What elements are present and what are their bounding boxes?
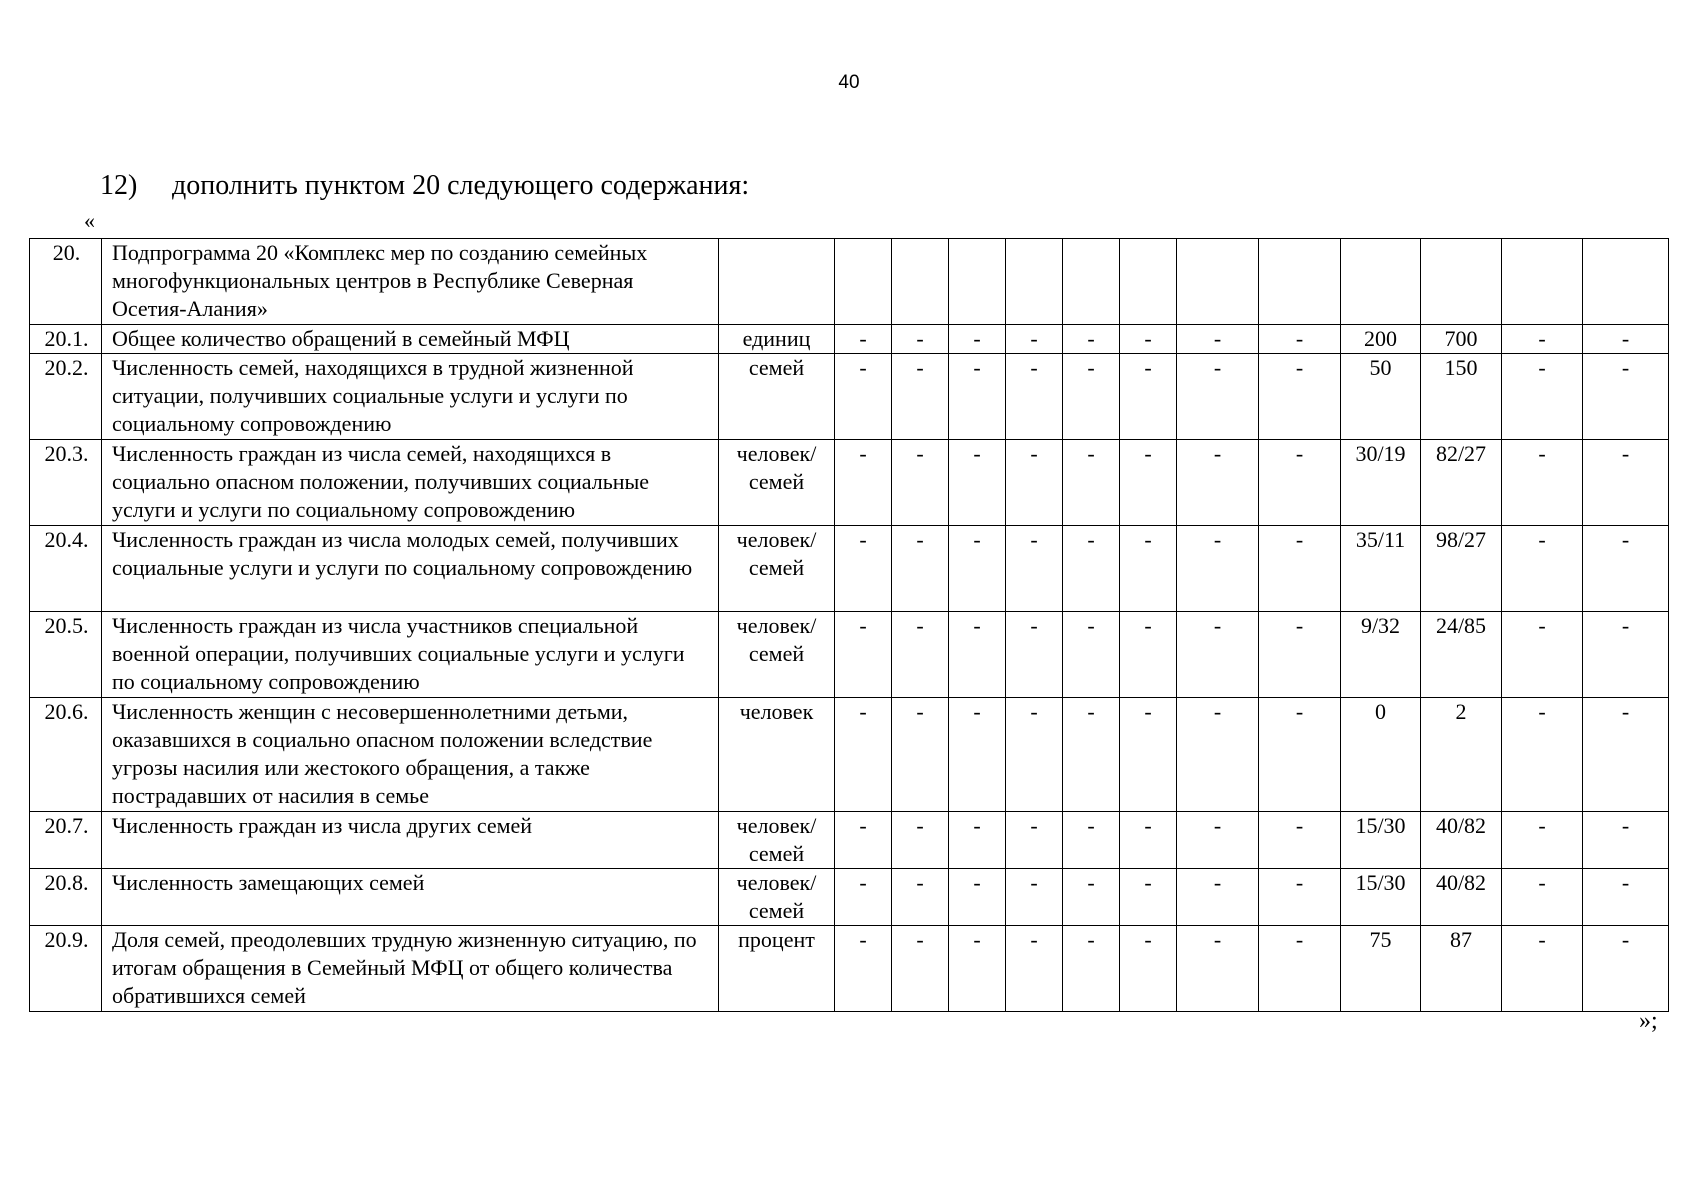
unit-cell: человек — [719, 698, 835, 812]
indicators-table — [29, 238, 1669, 1012]
amendment-text: дополнить пунктом 20 следующего содержания: — [172, 170, 750, 201]
value-cell: - — [1583, 869, 1669, 926]
value-cell: - — [949, 325, 1006, 354]
empty-cell — [1177, 239, 1259, 325]
unit-cell: человек/ семей — [719, 440, 835, 526]
value-cell: - — [949, 869, 1006, 926]
value-cell: - — [1063, 812, 1120, 869]
value-cell: - — [1583, 698, 1669, 812]
amendment-intro — [100, 170, 749, 202]
indicator-name: Численность семей, находящихся в трудной жизненной ситуации, получивших социальные услуги и услуги по социальному сопровождению — [102, 354, 719, 440]
value-cell: - — [1120, 440, 1177, 526]
value-cell: - — [835, 526, 892, 612]
empty-cell — [719, 239, 835, 325]
value-cell: - — [892, 926, 949, 1012]
value-cell: 9/32 — [1341, 612, 1421, 698]
value-cell: - — [1120, 325, 1177, 354]
value-cell: - — [1259, 325, 1341, 354]
value-cell: - — [835, 354, 892, 440]
value-cell: - — [892, 526, 949, 612]
value-cell: - — [949, 526, 1006, 612]
subprogram-title: Подпрограмма 20 «Комплекс мер по созданию семейных многофункциональных центров в Республике Северная Осетия-Алания» — [102, 239, 719, 325]
row-number: 20. — [30, 239, 102, 325]
empty-cell — [949, 239, 1006, 325]
row-number: 20.7. — [30, 812, 102, 869]
value-cell: - — [835, 440, 892, 526]
value-cell: - — [1063, 926, 1120, 1012]
indicator-name: Численность граждан из числа участников специальной военной операции, получивших социальные услуги и услуги по социальному сопровождению — [102, 612, 719, 698]
value-cell: - — [1006, 440, 1063, 526]
indicator-name: Численность граждан из числа молодых семей, получивших социальные услуги и услуги по социальному сопровождению — [102, 526, 719, 612]
empty-cell — [835, 239, 892, 325]
value-cell: - — [892, 325, 949, 354]
value-cell: - — [1259, 812, 1341, 869]
row-number: 20.8. — [30, 869, 102, 926]
value-cell: - — [1259, 698, 1341, 812]
value-cell: - — [1583, 812, 1669, 869]
value-cell: - — [1177, 612, 1259, 698]
value-cell: - — [1583, 926, 1669, 1012]
indicator-row — [30, 698, 1669, 812]
value-cell: - — [835, 812, 892, 869]
value-cell: - — [1063, 698, 1120, 812]
value-cell: 2 — [1421, 698, 1502, 812]
value-cell: - — [1177, 869, 1259, 926]
value-cell: 15/30 — [1341, 869, 1421, 926]
value-cell: - — [1502, 612, 1583, 698]
value-cell: - — [1063, 354, 1120, 440]
value-cell: - — [949, 926, 1006, 1012]
empty-cell — [892, 239, 949, 325]
value-cell: - — [1583, 354, 1669, 440]
empty-cell — [1421, 239, 1502, 325]
value-cell: - — [1120, 812, 1177, 869]
empty-cell — [1120, 239, 1177, 325]
value-cell: - — [1259, 926, 1341, 1012]
value-cell: - — [1259, 526, 1341, 612]
value-cell: - — [1063, 869, 1120, 926]
empty-cell — [1341, 239, 1421, 325]
indicator-name: Численность замещающих семей — [102, 869, 719, 926]
value-cell: - — [892, 440, 949, 526]
value-cell: - — [1063, 612, 1120, 698]
value-cell: - — [949, 612, 1006, 698]
row-number: 20.1. — [30, 325, 102, 354]
page-number: 40 — [838, 72, 860, 93]
value-cell: - — [1120, 612, 1177, 698]
indicator-name: Численность женщин с несовершеннолетними детьми, оказавшихся в социально опасном положении вследствие угрозы насилия или жестокого обращения, а также пострадавших от насилия в семье — [102, 698, 719, 812]
value-cell: - — [1502, 440, 1583, 526]
value-cell: - — [1259, 440, 1341, 526]
value-cell: - — [1120, 926, 1177, 1012]
empty-cell — [1583, 239, 1669, 325]
value-cell: - — [835, 869, 892, 926]
row-number: 20.6. — [30, 698, 102, 812]
unit-cell: семей — [719, 354, 835, 440]
row-number: 20.9. — [30, 926, 102, 1012]
value-cell: - — [1120, 526, 1177, 612]
unit-cell: человек/ семей — [719, 812, 835, 869]
value-cell: 50 — [1341, 354, 1421, 440]
value-cell: - — [1502, 325, 1583, 354]
value-cell: - — [949, 440, 1006, 526]
value-cell: - — [1259, 612, 1341, 698]
value-cell: - — [1177, 526, 1259, 612]
value-cell: - — [1583, 526, 1669, 612]
value-cell: 75 — [1341, 926, 1421, 1012]
value-cell: - — [835, 612, 892, 698]
unit-cell: единиц — [719, 325, 835, 354]
value-cell: 30/19 — [1341, 440, 1421, 526]
value-cell: - — [1502, 526, 1583, 612]
indicator-name: Доля семей, преодолевших трудную жизненную ситуацию, по итогам обращения в Семейный МФЦ от общего количества обратившихся семей — [102, 926, 719, 1012]
row-number: 20.5. — [30, 612, 102, 698]
value-cell: - — [1259, 869, 1341, 926]
value-cell: - — [892, 612, 949, 698]
subprogram-header-row — [30, 239, 1669, 325]
amendment-number: 12) — [100, 170, 138, 201]
value-cell: - — [1006, 325, 1063, 354]
value-cell: - — [1006, 926, 1063, 1012]
value-cell: - — [1502, 812, 1583, 869]
value-cell: - — [1502, 926, 1583, 1012]
value-cell: 35/11 — [1341, 526, 1421, 612]
row-number: 20.2. — [30, 354, 102, 440]
closing-quote: »; — [1639, 1008, 1658, 1034]
indicator-row — [30, 354, 1669, 440]
value-cell: - — [1006, 812, 1063, 869]
value-cell: - — [1006, 869, 1063, 926]
value-cell: - — [1006, 526, 1063, 612]
value-cell: - — [1006, 698, 1063, 812]
value-cell: - — [1063, 325, 1120, 354]
value-cell: 200 — [1341, 325, 1421, 354]
value-cell: - — [835, 325, 892, 354]
value-cell: 150 — [1421, 354, 1502, 440]
indicator-row — [30, 612, 1669, 698]
indicator-name: Общее количество обращений в семейный МФЦ — [102, 325, 719, 354]
indicator-name: Численность граждан из числа семей, находящихся в социально опасном положении, получивших социальные услуги и услуги по социальному сопровождению — [102, 440, 719, 526]
indicator-name: Численность граждан из числа других семей — [102, 812, 719, 869]
unit-cell: процент — [719, 926, 835, 1012]
value-cell: - — [1177, 440, 1259, 526]
value-cell: 82/27 — [1421, 440, 1502, 526]
value-cell: 40/82 — [1421, 869, 1502, 926]
empty-cell — [1259, 239, 1341, 325]
value-cell: - — [1502, 698, 1583, 812]
indicator-row — [30, 869, 1669, 926]
value-cell: - — [1177, 812, 1259, 869]
indicator-row — [30, 325, 1669, 354]
value-cell: - — [1502, 354, 1583, 440]
value-cell: - — [892, 354, 949, 440]
value-cell: 40/82 — [1421, 812, 1502, 869]
row-number: 20.3. — [30, 440, 102, 526]
unit-cell: человек/ семей — [719, 869, 835, 926]
empty-cell — [1063, 239, 1120, 325]
value-cell: - — [1583, 440, 1669, 526]
row-number: 20.4. — [30, 526, 102, 612]
value-cell: - — [949, 812, 1006, 869]
value-cell: - — [892, 869, 949, 926]
value-cell: 15/30 — [1341, 812, 1421, 869]
value-cell: - — [1502, 869, 1583, 926]
value-cell: 0 — [1341, 698, 1421, 812]
empty-cell — [1502, 239, 1583, 325]
value-cell: - — [1177, 354, 1259, 440]
value-cell: - — [1063, 526, 1120, 612]
value-cell: - — [1120, 698, 1177, 812]
value-cell: 24/85 — [1421, 612, 1502, 698]
value-cell: 98/27 — [1421, 526, 1502, 612]
unit-cell: человек/ семей — [719, 612, 835, 698]
empty-cell — [1006, 239, 1063, 325]
value-cell: 700 — [1421, 325, 1502, 354]
value-cell: - — [892, 812, 949, 869]
value-cell: 87 — [1421, 926, 1502, 1012]
value-cell: - — [1006, 612, 1063, 698]
value-cell: - — [1177, 698, 1259, 812]
value-cell: - — [1006, 354, 1063, 440]
value-cell: - — [1120, 354, 1177, 440]
unit-cell: человек/ семей — [719, 526, 835, 612]
opening-quote: « — [84, 208, 95, 233]
value-cell: - — [949, 698, 1006, 812]
value-cell: - — [835, 698, 892, 812]
indicator-row — [30, 526, 1669, 612]
indicator-row — [30, 812, 1669, 869]
value-cell: - — [1583, 325, 1669, 354]
indicator-row — [30, 440, 1669, 526]
indicator-row — [30, 926, 1669, 1012]
value-cell: - — [1583, 612, 1669, 698]
value-cell: - — [1063, 440, 1120, 526]
value-cell: - — [835, 926, 892, 1012]
value-cell: - — [1120, 869, 1177, 926]
value-cell: - — [949, 354, 1006, 440]
value-cell: - — [1259, 354, 1341, 440]
value-cell: - — [1177, 926, 1259, 1012]
value-cell: - — [1177, 325, 1259, 354]
value-cell: - — [892, 698, 949, 812]
